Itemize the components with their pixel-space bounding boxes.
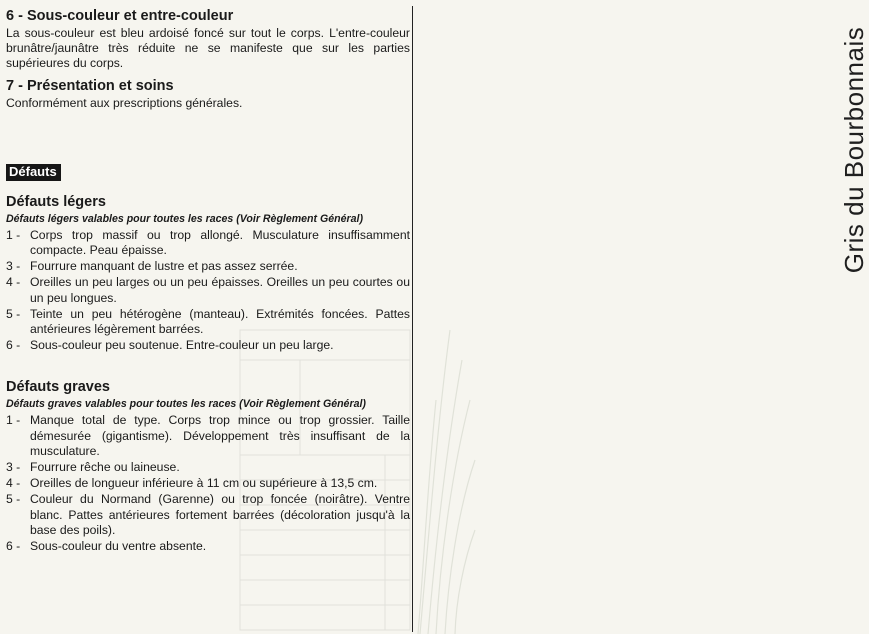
item-text: Fourrure rêche ou laineuse.	[30, 460, 180, 475]
item-number: 1 -	[6, 413, 21, 428]
defauts-legers-title: Défauts légers	[6, 193, 106, 210]
item-text: Manque total de type. Corps trop mince ou trop grossier. Taille démesurée (gigantisme). Développement très insuffisant de la musculature.	[30, 413, 410, 458]
item-text: Teinte un peu hétérogène (manteau). Extrémités foncées. Pattes antérieures légèrement barrées.	[30, 306, 410, 337]
defauts-legers-list	[6, 228, 410, 354]
item-number: 1 -	[6, 227, 21, 242]
list-item	[6, 492, 410, 538]
breed-title-vertical: Gris du Bourbonnais	[839, 26, 869, 274]
list-item	[6, 476, 410, 491]
list-item	[6, 259, 410, 274]
list-item	[6, 228, 410, 258]
defauts-legers-section	[6, 194, 410, 354]
item-number: 5 -	[6, 306, 21, 321]
list-item	[6, 539, 410, 554]
item-text: Sous-couleur peu soutenue. Entre-couleur un peu large.	[30, 338, 334, 353]
item-number: 4 -	[6, 476, 21, 491]
item-number: 6 -	[6, 539, 21, 554]
defauts-badge: Défauts	[6, 164, 61, 181]
defauts-legers-note: Défauts légers valables pour toutes les races (Voir Règlement Général)	[6, 212, 363, 225]
section-body: La sous-couleur est bleu ardoisé foncé sur tout le corps. L'entre-couleur brunâtre/jaunâtre très réduite ne se manifeste que sur les parties supérieures du corps.	[6, 26, 410, 71]
list-item	[6, 338, 410, 353]
section-presentation	[6, 78, 410, 111]
defauts-graves-list	[6, 413, 410, 554]
section-sous-couleur	[6, 8, 410, 72]
defauts-header	[6, 163, 410, 181]
item-text: Corps trop massif ou trop allongé. Musculature insuffisamment compacte. Peau épaisse.	[30, 227, 410, 258]
item-text: Oreilles de longueur inférieure à 11 cm ou supérieure à 13,5 cm.	[30, 476, 378, 491]
item-text: Couleur du Normand (Garenne) ou trop foncée (noirâtre). Ventre blanc. Pattes antérieures fortement barrées (décoloration jusqu'à la base des poils).	[30, 492, 410, 537]
item-text: Sous-couleur du ventre absente.	[30, 539, 207, 554]
section-title: 6 - Sous-couleur et entre-couleur	[6, 8, 234, 24]
list-item	[6, 275, 410, 305]
list-item	[6, 413, 410, 459]
item-number: 4 -	[6, 275, 21, 290]
section-title: 7 - Présentation et soins	[6, 77, 174, 94]
list-item	[6, 307, 410, 337]
item-number: 3 -	[6, 460, 21, 475]
section-body: Conformément aux prescriptions générales.	[6, 95, 243, 110]
defauts-graves-title: Défauts graves	[6, 379, 110, 396]
brand-side-panel	[410, 0, 869, 290]
item-number: 5 -	[6, 492, 21, 507]
defauts-graves-section	[6, 379, 410, 554]
main-text-column	[6, 8, 410, 555]
item-text: Fourrure manquant de lustre et pas assez serrée.	[30, 259, 298, 274]
item-number: 6 -	[6, 338, 21, 353]
defauts-graves-note: Défauts graves valables pour toutes les races (Voir Règlement Général)	[6, 398, 366, 411]
item-text: Oreilles un peu larges ou un peu épaisses. Oreilles un peu courtes ou un peu longues.	[30, 275, 410, 305]
item-number: 3 -	[6, 259, 21, 274]
list-item	[6, 460, 410, 475]
